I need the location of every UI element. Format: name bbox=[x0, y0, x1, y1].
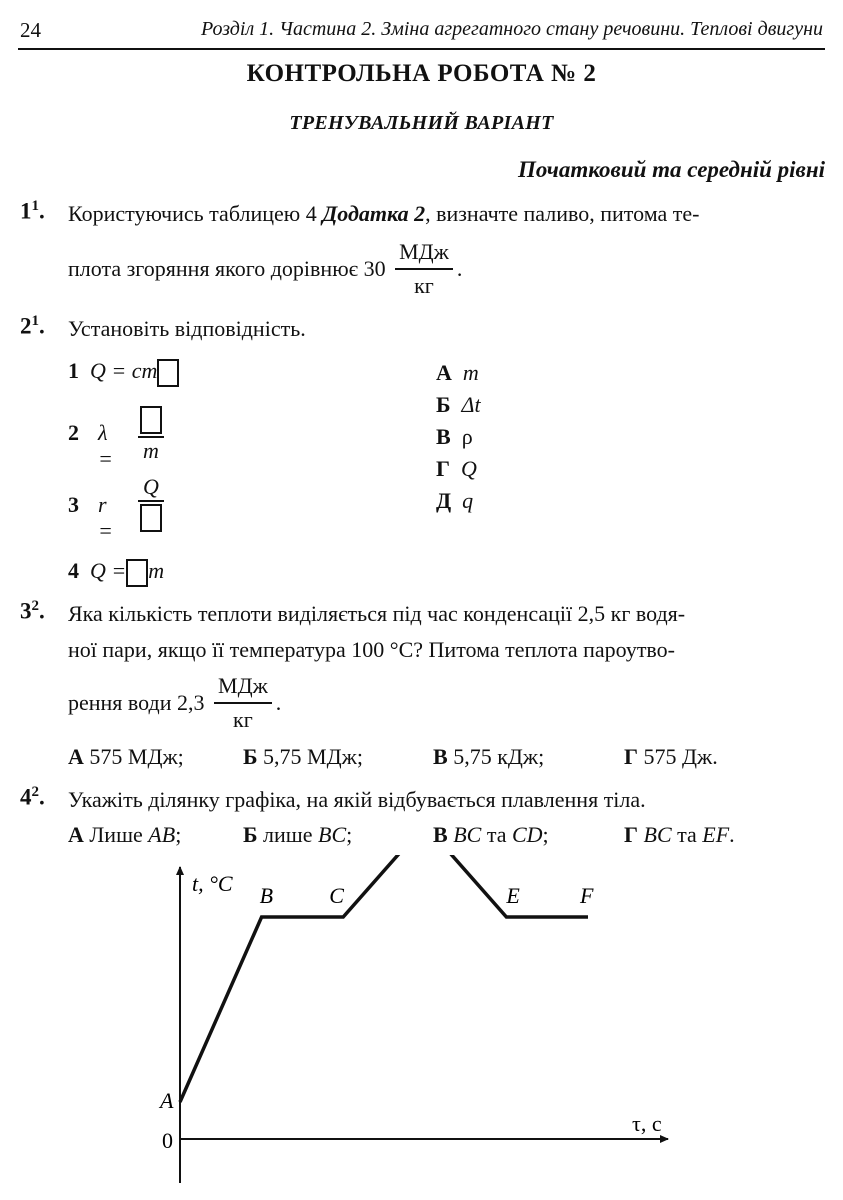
q1-number: $1^1$. bbox=[20, 198, 45, 224]
page-header bbox=[18, 14, 825, 50]
q4-option-d[interactable]: Г BC та EF. bbox=[624, 822, 735, 847]
x-axis-label: τ, с bbox=[632, 1111, 662, 1136]
q2-number: $2^1$. bbox=[20, 313, 45, 339]
q3-option-c[interactable]: В 5,75 кДж; bbox=[433, 744, 545, 769]
q3-line3: рення води 2,3 $\frac{\text{МДж}}{кг}$ . bbox=[68, 673, 282, 732]
q2-left-item-1: 1 Q = cm bbox=[68, 358, 179, 387]
page-title: КОНТРОЛЬНА РОБОТА № 2 bbox=[246, 60, 597, 87]
q3-number: $3^2$. bbox=[20, 598, 45, 624]
blank-box bbox=[140, 504, 162, 532]
q4-option-a[interactable]: А Лише AB; bbox=[68, 822, 182, 847]
q4-option-c[interactable]: В BC та CD; bbox=[433, 822, 549, 847]
q4-text: Укажіть ділянку графіка, на якій відбувається плавлення тіла. bbox=[68, 787, 646, 812]
point-label-a: A bbox=[160, 1088, 174, 1113]
origin-label: 0 bbox=[162, 1128, 173, 1153]
q1-line1: Користуючись таблицею 4 Додатка 2, визначте паливо, питома те- bbox=[68, 201, 700, 226]
q2-right-item-a: А m bbox=[436, 360, 479, 385]
q2-right-item-b: Б Δt bbox=[436, 392, 481, 417]
q4-number: $4^2$. bbox=[20, 784, 45, 810]
q2-right-item-e: Д q bbox=[436, 488, 474, 513]
blank-box bbox=[126, 559, 148, 587]
blank-box bbox=[140, 406, 162, 434]
q2-right-item-c: В ρ bbox=[436, 424, 473, 449]
q3-option-d[interactable]: Г 575 Дж. bbox=[624, 744, 718, 769]
page-number: 24 bbox=[20, 18, 41, 42]
point-label-b: B bbox=[259, 883, 274, 908]
q2-right-item-d: Г Q bbox=[436, 456, 477, 481]
point-label-e: E bbox=[506, 883, 520, 908]
temperature-time-graph bbox=[0, 855, 843, 1200]
point-label-f: F bbox=[580, 883, 594, 908]
point-label-c: C bbox=[329, 883, 344, 908]
running-title: Розділ 1. Частина 2. Зміна агрегатного стану речовини. Теплові двигуни bbox=[201, 18, 823, 40]
q3-unit-fraction: $\frac{\text{МДж}}{кг}$ bbox=[214, 672, 272, 734]
q1-unit-fraction: $\frac{\text{МДж}}{кг}$ bbox=[395, 238, 453, 300]
q2-left-item-4: 4 Q = m bbox=[68, 558, 164, 587]
q3-line1: Яка кількість теплоти виділяється під час конденсації 2,5 кг водя- bbox=[68, 601, 686, 626]
q3-option-b[interactable]: Б 5,75 МДж; bbox=[243, 744, 363, 769]
y-axis-label: t, °C bbox=[192, 871, 233, 896]
q1-line2: плота згоряння якого дорівнює 30 $\frac{\text{МДж}}{кг}$ . bbox=[68, 239, 463, 298]
temperature-curve bbox=[180, 855, 588, 1102]
q4-option-b[interactable]: Б лише BC; bbox=[243, 822, 353, 847]
difficulty-level: Початковий та середній рівні bbox=[518, 157, 825, 182]
q2-text: Установіть відповідність. bbox=[68, 316, 306, 341]
page-subtitle: ТРЕНУВАЛЬНИЙ ВАРІАНТ bbox=[289, 112, 554, 134]
q3-line2: ної пари, якщо її температура 100 °С? Питома теплота пароутво- bbox=[68, 637, 675, 662]
q3-option-a[interactable]: А 575 МДж; bbox=[68, 744, 184, 769]
blank-box bbox=[157, 359, 179, 387]
